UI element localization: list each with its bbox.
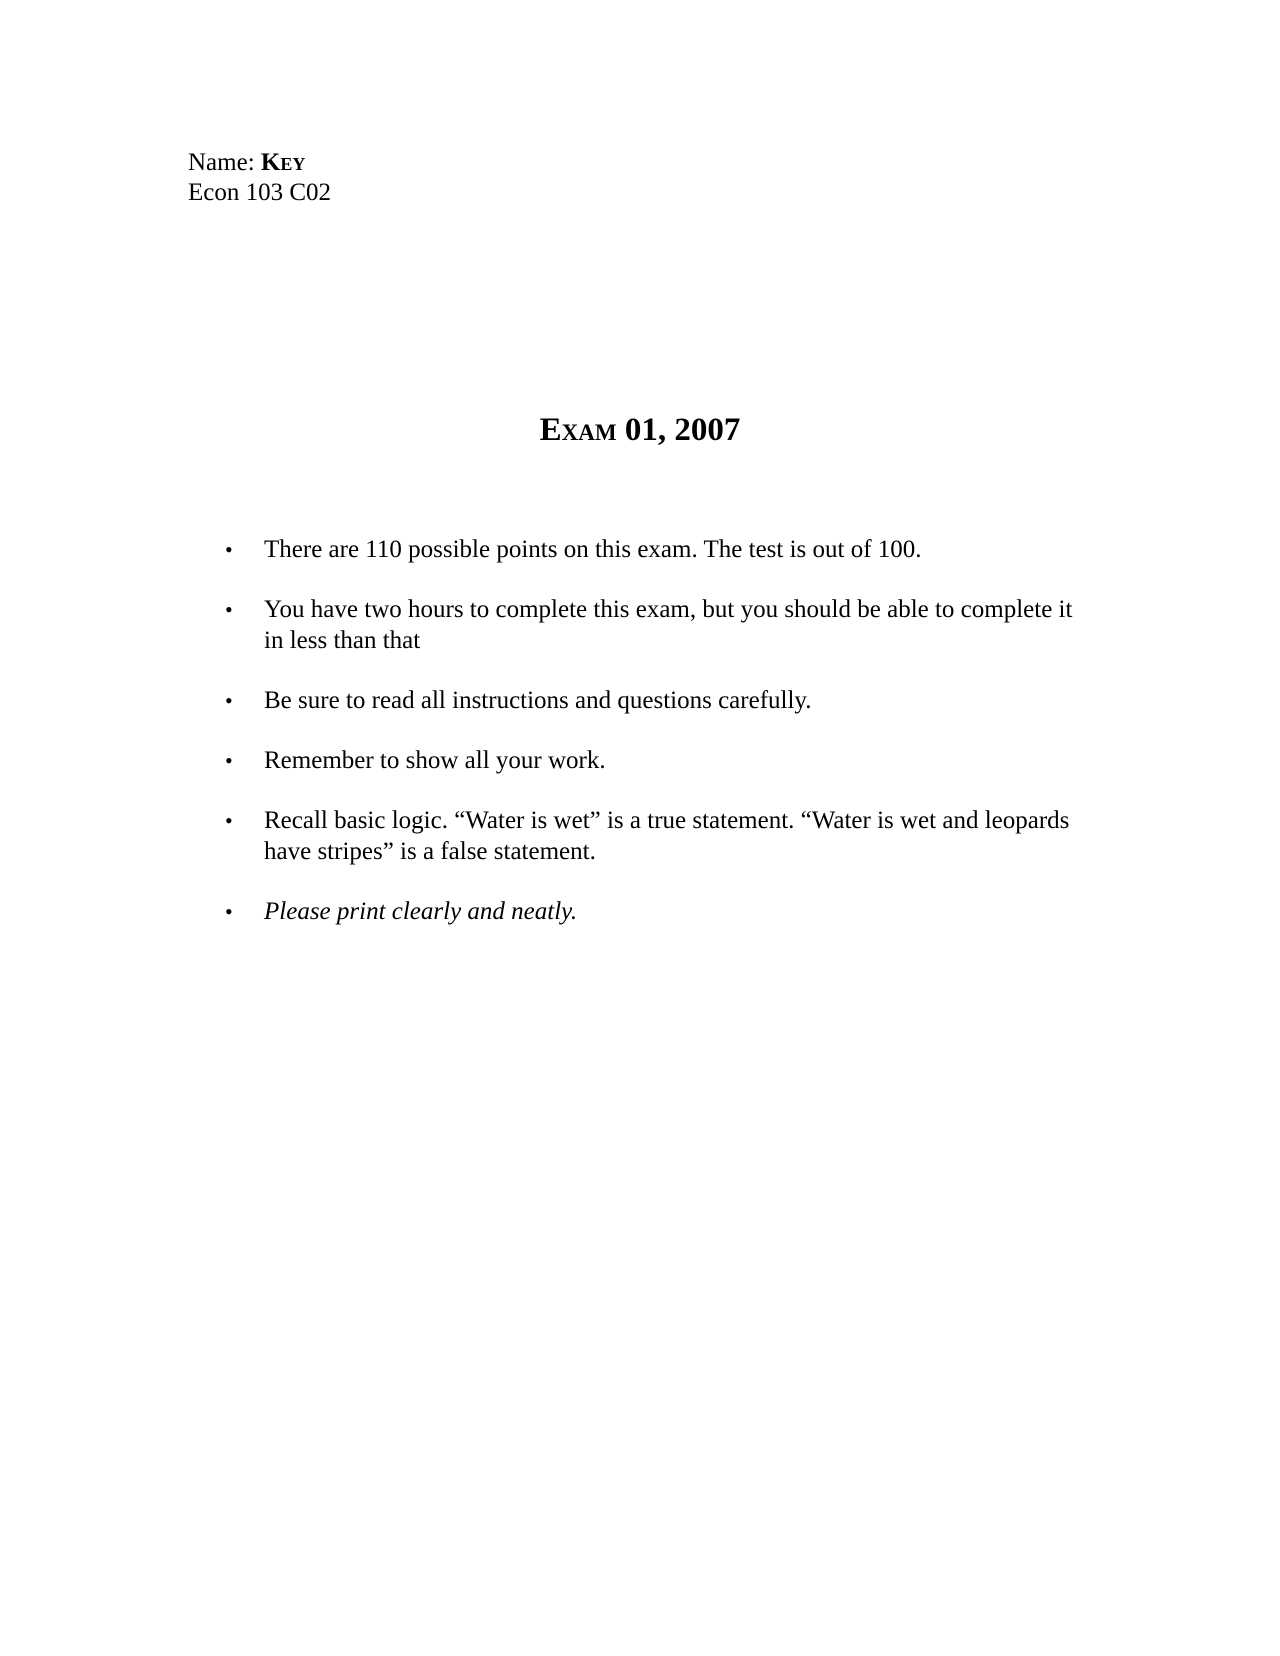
name-value: Key — [260, 149, 306, 176]
instruction-item — [222, 805, 1082, 867]
exam-title — [0, 410, 1280, 450]
instruction-item — [222, 534, 1082, 565]
course-line: Econ 103 C02 — [188, 179, 332, 206]
instruction-text: You have two hours to complete this exam, but you should be able to complete it in less than that — [264, 596, 1073, 654]
name-label: Name: — [188, 149, 255, 176]
exam-title-number: 01, 2007 — [624, 412, 741, 448]
bullet-icon: • — [225, 597, 233, 622]
name-line — [188, 148, 331, 178]
bullet-icon: • — [225, 899, 233, 924]
instruction-text: Recall basic logic. “Water is wet” is a true statement. “Water is wet and leopards have stripes” is a false statement. — [264, 807, 1070, 865]
instruction-item — [222, 896, 1082, 927]
instruction-item — [222, 745, 1082, 776]
instruction-item — [222, 594, 1082, 656]
instruction-text: There are 110 possible points on this exam. The test is out of 100. — [264, 536, 922, 563]
instruction-text: Please print clearly and neatly. — [264, 898, 578, 925]
bullet-icon: • — [225, 808, 233, 833]
instructions-list — [222, 534, 1082, 956]
exam-title-word: Exam — [539, 412, 617, 448]
bullet-icon: • — [225, 748, 233, 773]
bullet-icon: • — [225, 688, 233, 713]
instruction-text: Remember to show all your work. — [264, 747, 606, 774]
instruction-text: Be sure to read all instructions and questions carefully. — [264, 687, 812, 714]
student-header — [188, 148, 331, 208]
instruction-item — [222, 685, 1082, 716]
bullet-icon: • — [225, 537, 233, 562]
